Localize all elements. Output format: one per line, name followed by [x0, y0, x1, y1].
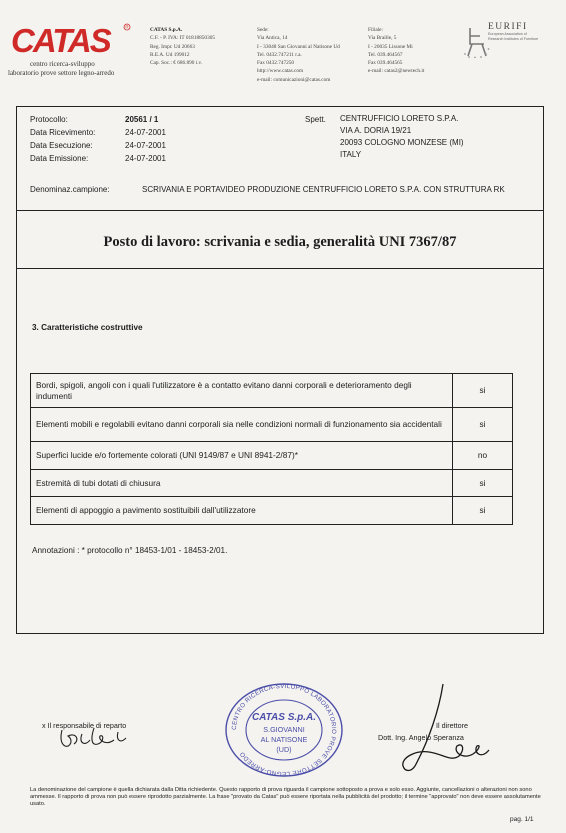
filiale-line: Fax 039.464565	[368, 60, 403, 67]
stamp-line: AL NATISONE	[260, 735, 308, 744]
company-line: Cap. Soc.: € 686.890 i.v.	[150, 60, 203, 67]
divider	[16, 268, 544, 269]
sample-denomination-label: Denominaz.campione:	[30, 185, 110, 194]
filiale-line: I - 20035 Lissone Mi	[368, 43, 413, 50]
director-name: Dott. Ing. Angelo Speranza	[378, 733, 464, 742]
protocol-label: Protocollo:	[30, 115, 68, 124]
footer-disclaimer: La denominazione del campione è quella dichiarata dalla Ditta richiedente. Questo rapporto di prova riguarda il campione sottoposto a prova e solo esso. Aggiunte, cancellazioni o alterazioni non sono ammesse. Il rapporto di prova non può essere riprodotto parzialmente. La frase "provato da Catas" può essere riportata nella pubblicità del prodotto; il termine "approvato" non deve essere assolutamente usato.	[30, 787, 541, 808]
row-answer: no	[453, 442, 513, 470]
sample-denomination: SCRIVANIA E PORTAVIDEO PRODUZIONE CENTRUFFICIO LORETO S.P.A. CON STRUTTURA RK	[142, 185, 505, 194]
sede-title: Sede:	[257, 27, 269, 33]
company-line: C.F. - P. IVA: IT 01818850305	[150, 35, 216, 42]
sede-line: I - 33048 San Giovanni al Natisone Ud	[257, 43, 340, 50]
catas-stamp	[222, 682, 346, 783]
row-description: Superfici lucide e/o fortemente colorati (UNI 9149/87 e UNI 8941-2/87)*	[31, 442, 453, 470]
client-line: ITALY	[340, 150, 362, 159]
company-line: Reg. Impr. Ud 20663	[150, 43, 195, 50]
report-title: Posto di lavoro: scrivania e sedia, generalità UNI 7367/87	[103, 234, 457, 250]
client-label: Spett.	[305, 115, 326, 124]
client-line: VIA A. DORIA 19/21	[340, 126, 412, 135]
stamp-center-text: CATAS S.p.A.	[251, 712, 317, 723]
eurifi-chair-icon	[462, 24, 490, 58]
row-answer: si	[453, 470, 513, 497]
company-info	[150, 26, 215, 67]
received-date: 24-07-2001	[125, 128, 166, 137]
characteristics-table	[30, 373, 513, 525]
report-labels	[30, 113, 95, 165]
annotations: Annotazioni : * protocollo n° 18453-1/01 - 18453-2/01.	[32, 546, 228, 555]
filiale-info	[368, 26, 424, 76]
issued-date: 24-07-2001	[125, 154, 166, 163]
row-answer: si	[453, 374, 513, 408]
catas-logo-mark	[8, 20, 133, 58]
department-head-signature	[56, 722, 131, 750]
eurifi-subtitle-2: Research Institutes of Furniture	[488, 36, 539, 41]
executed-label: Data Esecuzione:	[30, 141, 93, 150]
row-description: Estremità di tubi dotati di chiusura	[31, 470, 453, 497]
eurifi-logo	[462, 22, 560, 41]
sede-line: http://www.catas.com	[257, 68, 304, 75]
received-label: Data Ricevimento:	[30, 128, 96, 137]
table-row	[31, 408, 513, 442]
catas-logo	[8, 20, 138, 78]
client-address	[340, 113, 464, 161]
svg-text:R: R	[125, 24, 129, 30]
logo-tagline-1: centro ricerca-sviluppo	[30, 60, 95, 68]
filiale-title: Filiale:	[368, 27, 384, 33]
sede-line: Via Antica, 14	[257, 35, 288, 42]
report-values	[125, 113, 166, 165]
company-line: R.E.A. Ud 199012	[150, 51, 190, 58]
filiale-line: Via Braille, 5	[368, 35, 397, 42]
client-line: 20093 COLOGNO MONZESE (MI)	[340, 138, 464, 147]
row-description: Elementi di appoggio a pavimento sostituibili dall'utilizzatore	[31, 497, 453, 525]
logo-wordmark: CATAS	[11, 22, 110, 58]
row-answer: si	[453, 408, 513, 442]
row-description: Bordi, spigoli, angoli con i quali l'utilizzatore è a contatto evitano danni corporali e deterioramento degli indumenti	[31, 374, 453, 408]
logo-tagline-2: laboratorio prove settore legno-arredo	[8, 69, 115, 77]
row-answer: si	[453, 497, 513, 525]
sede-line: e-mail: comunicazioni@catas.com	[257, 76, 331, 83]
client-line: CENTRUFFICIO LORETO S.P.A.	[340, 114, 459, 123]
table-row	[31, 374, 513, 408]
executed-date: 24-07-2001	[125, 141, 166, 150]
protocol-number: 20561 / 1	[125, 115, 159, 124]
sede-line: Tel. 0432.747211 r.a.	[257, 51, 302, 58]
table-row	[31, 470, 513, 497]
stamp-ring-text: CENTRO RICERCA-SVILUPPO LABORATORIO PROVE SETTORE LEGNO-ARREDO	[230, 682, 338, 778]
director-label: Il direttore	[436, 721, 468, 730]
director-signature	[385, 680, 505, 776]
department-head-text: Il responsabile di reparto	[47, 721, 127, 730]
stamp-seal	[222, 682, 346, 778]
filiale-line: Tel. 039.464567	[368, 51, 403, 58]
eurifi-subtitle-1: European Association of	[488, 32, 527, 36]
sede-info	[257, 26, 340, 84]
divider	[16, 210, 544, 211]
stamp-line: (UD)	[276, 745, 292, 754]
section-title: 3. Caratteristiche costruttive	[32, 323, 143, 332]
table-row	[31, 497, 513, 525]
logo-tagline	[8, 60, 138, 78]
table-row	[31, 442, 513, 470]
cross-mark: x	[42, 721, 48, 730]
company-name: CATAS S.p.A.	[150, 27, 183, 33]
filiale-line: e-mail: catas2@newtech.it	[368, 68, 425, 75]
page-number: pag. 1/1	[510, 816, 534, 823]
sede-line: Fax 0432.747250	[257, 60, 295, 67]
row-description: Elementi mobili e regolabili evitano danni corporali sia nelle condizioni normali di funzionamento sia accidentali	[31, 408, 453, 442]
eurifi-title: EURIFI	[488, 22, 528, 32]
issued-label: Data Emissione:	[30, 154, 89, 163]
stamp-line: S.GIOVANNI	[263, 725, 305, 734]
